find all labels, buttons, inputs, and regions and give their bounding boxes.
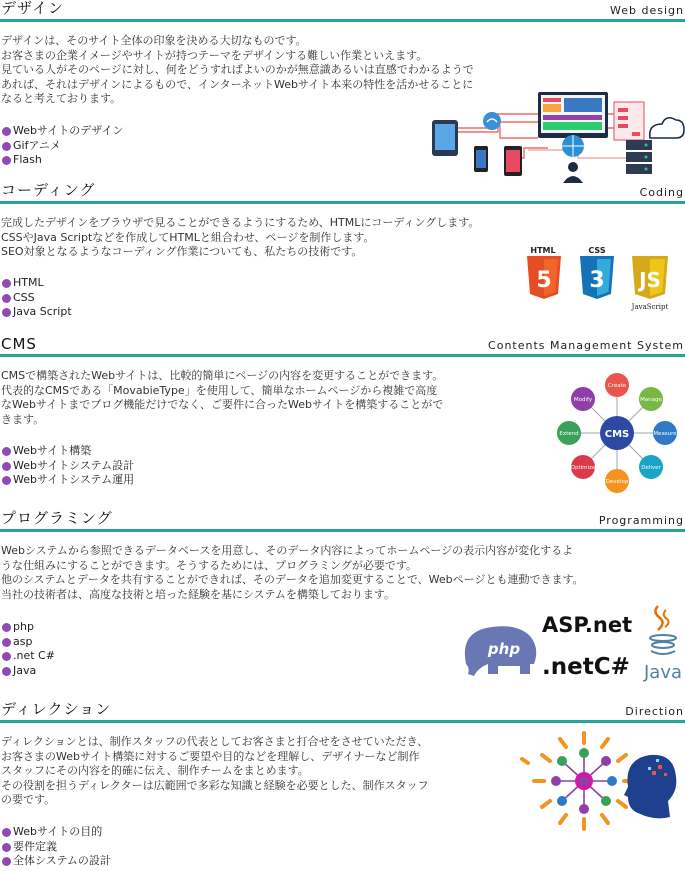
section-header [0,701,685,723]
java-logo-text: Java [643,662,683,682]
list-item: Webサイトの目的 [1,825,111,840]
head-silhouette-icon [624,755,676,818]
section-subtitle: Contents Management System [488,339,684,352]
list-item: asp [1,635,55,650]
javascript-badge-label: JavaScript [631,303,669,311]
feature-list [1,124,123,168]
list-item: Java Script [1,305,72,320]
cms-cycle-diagram [553,371,681,495]
svg-text:JS: JS [639,268,661,292]
section-title: プログラミング [1,509,113,527]
section-paragraph: Webシステムから参照できるデータベースを用意し、そのデータ内容によってホームページの表示内容が変化するよ うな仕組みにすることができます。そうするためには、プログラミングが必要です。 他のシステムとデータを共有することができれば、そのデータを追加変更することで、Webページとも連動できます。 当社の技術者は、高度な技術と培った経験を基にシステムを構築しております。 [1,544,584,601]
feature-list [1,825,111,869]
list-item: Webサイトシステム運用 [1,473,134,488]
programming-logos [458,602,685,682]
section-title: コーディング [1,181,96,199]
svg-text:3: 3 [589,268,605,293]
php-logo-text: php [487,640,521,658]
html5-badge-label: HTML [530,246,556,255]
section-header [0,510,685,532]
list-item: Webサイトのデザイン [1,124,123,139]
php-elephant-icon [465,626,536,676]
feature-list [1,276,72,320]
web-languages-badges [524,244,674,312]
list-item: HTML [1,276,72,291]
section-paragraph: 完成したデザインをブラウザで見ることができるようにするため、HTMLにコーディングします。 CSSやJava Scriptなどを作成してHTMLと組合わせ、ページを制作します。 SEO対象となるようなコーディング作業についても、私たちの技術です。 [1,216,480,258]
dotnet-csharp-logo-text: .netC# [542,654,630,680]
cms-node-modify-label: Modify [573,397,593,403]
direction-network-head-illustration [508,729,680,849]
section-paragraph: CMSで構築されたWebサイトは、比較的簡単にページの内容を変更することができます。 代表的なCMSである「MovabieType」を使用して、簡単なホームページから複雑で高度 なWebサイトまでブログ機能だけでなく、ご要件に合ったWebサイトを構築することがで きます。 [1,369,444,426]
section-paragraph: ディレクションとは、制作スタッフの代表としてお客さまと打合せをさせていただき、 お客さまのWebサイト構築に対するご要望や目的などを理解し、デザイナーなど制作 スタッフにその内容を的確に伝え、制作チームをまとめます。 その役割を担うディレクターは広範囲で多彩な知識と経験を必要とした、制作スタッフ の要です。 [1,735,429,806]
list-item: Webサイトシステム設計 [1,459,134,474]
section-header [0,0,685,22]
list-item: php [1,620,55,635]
section-paragraph: デザインは、そのサイト全体の印象を決める大切なものです。 お客さまの企業イメージやサイトが持つテーマをデザインする難しい作業といえます。 見ている人がそのページに対し、何をどうすればよいのかが無意識あるいは直感でわかるようで あれば、それはデザインによるもので、インターネットWebサイト本来の特性を活かせることに なると考えております。 [1,34,474,105]
section-cms [0,335,685,486]
cms-node-create-label: Create [607,383,627,389]
java-coffee-cup-icon [643,606,682,682]
cms-node-extend-label: Extend [559,431,579,437]
section-subtitle: Direction [625,705,684,718]
aspnet-logo-text: ASP.net [542,613,633,637]
section-title: CMS [1,335,37,353]
list-item: Flash [1,153,123,168]
list-item: 全体システムの設計 [1,854,111,869]
web-design-devices-illustration [428,88,685,184]
section-header [0,335,685,357]
section-subtitle: Coding [639,186,684,199]
section-subtitle: Programming [598,514,684,527]
feature-list [1,444,134,488]
section-programming [0,509,685,682]
cms-node-develop-label: Develop [605,479,629,485]
section-direction [0,700,685,867]
cms-node-optimize-label: Optimize [570,465,596,471]
section-coding [0,181,685,318]
svg-text:5: 5 [536,268,552,293]
section-design [0,0,685,166]
list-item: 要件定義 [1,840,111,855]
section-header [0,182,685,204]
list-item: .net C# [1,649,55,664]
cms-center-label: CMS [604,429,630,440]
list-item: Webサイト構築 [1,444,134,459]
section-title: ディレクション [1,700,112,718]
cms-node-deliver-label: Deliver [641,465,661,471]
list-item: Gifアニメ [1,139,123,154]
cms-node-measure-label: Measure [653,431,677,437]
section-subtitle: Web design [610,4,684,17]
feature-list [1,620,55,678]
cms-node-manage-label: Manage [640,397,662,403]
css3-badge-label: CSS [588,246,606,255]
list-item: CSS [1,291,72,306]
list-item: Java [1,664,55,679]
section-title: デザイン [1,0,64,17]
